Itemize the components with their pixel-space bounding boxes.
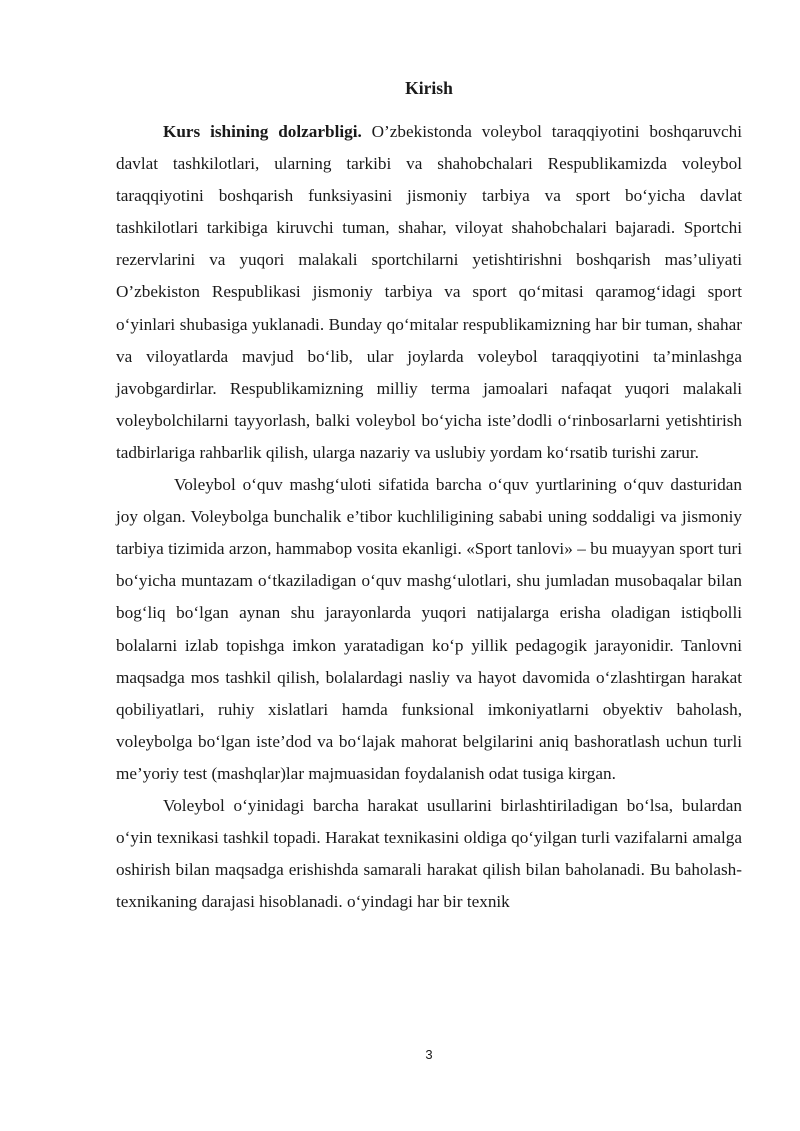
paragraph-2: Voleybol o‘quv mashg‘uloti sifatida barcha o‘quv yurtlarining o‘quv dasturidan joy olgan. Voleybolga bunchalik e’tibor kuchliligining sababi uning soddaligi va jismoniy tarbiya tizimida arzon, hammabop vosita ekanligi. «Sport tanlovi» – bu muayyan sport turi bo‘yicha muntazam o‘tkaziladigan o‘quv mashg‘ulotlari, shu jumladan musobaqalar bilan bog‘liq bo‘lgan aynan shu jarayonlarda yuqori natijalarga erisha oladigan istiqbolli bolalarni izlab topishga imkon yaratadigan ko‘p yillik pedagogik jarayonidir. Tanlovni maqsadga mos tashkil qilish, bolalardagi nasliy va hayot davomida o‘zlashtirgan harakat qobiliyatlari, ruhiy xislatlari hamda funksional imkoniyatlarni obyektiv baholash, voleybolga bo‘lgan iste’dod va bo‘lajak mahorat belgilarini aniq bashoratlash uchun turli me’yoriy test (mashqlar)lar majmuasidan foydalanish odat tusiga kirgan. bbox=[116, 475, 742, 783]
paragraph-lead: Kurs ishining dolzarbligi. bbox=[163, 122, 362, 141]
body-text bbox=[116, 116, 742, 918]
paragraph-1-text: O’zbekistonda voleybol taraqqiyotini boshqaruvchi davlat tashkilotlari, ularning tarkibi va shahobchalari Respublikamizda voleybol taraqqiyotini boshqarish funksiyasini jismoniy tarbiya va sport bo‘yicha davlat tashkilotlari tarkibiga kiruvchi tuman, shahar, viloyat shahobchalari bajaradi. Sportchi rezervlarini va yuqori malakali sportchilarni yetishtirishni boshqarish mas’uliyati O’zbekiston Respublikasi jismoniy tarbiya va sport qo‘mitasi qaramog‘idagi sport o‘yinlari shubasiga yuklanadi. Bunday qo‘mitalar respublikamizning har bir tuman, shahar va viloyatlarda mavjud bo‘lib, ular joylarda voleybol taraqqiyotini ta’minlashga javobgardirlar. Respublikamizning milliy terma jamoalari nafaqat yuqori malakali voleybolchilarni tayyorlash, balki voleybol bo‘yicha iste’dodli o‘rinbosarlarni yetishtirish tadbirlariga rahbarlik qilish, ularga nazariy va uslubiy yordam ko‘rsatib turishi zarur. bbox=[116, 122, 742, 462]
paragraph-3: Voleybol o‘yinidagi barcha harakat usullarini birlashtiriladigan bo‘lsa, bulardan o‘yin texnikasi tashkil topadi. Harakat texnikasini oldiga qo‘yilgan turli vazifalarni amalga oshirish bilan maqsadga erishishda samarali harakat qilish bilan baholanadi. Bu baholash-texnikaning darajasi hisoblanadi. o‘yindagi har bir texnik bbox=[116, 795, 742, 912]
page-number: 3 bbox=[425, 1047, 433, 1062]
page-title: Kirish bbox=[405, 78, 453, 98]
paragraph-1 bbox=[116, 116, 742, 469]
